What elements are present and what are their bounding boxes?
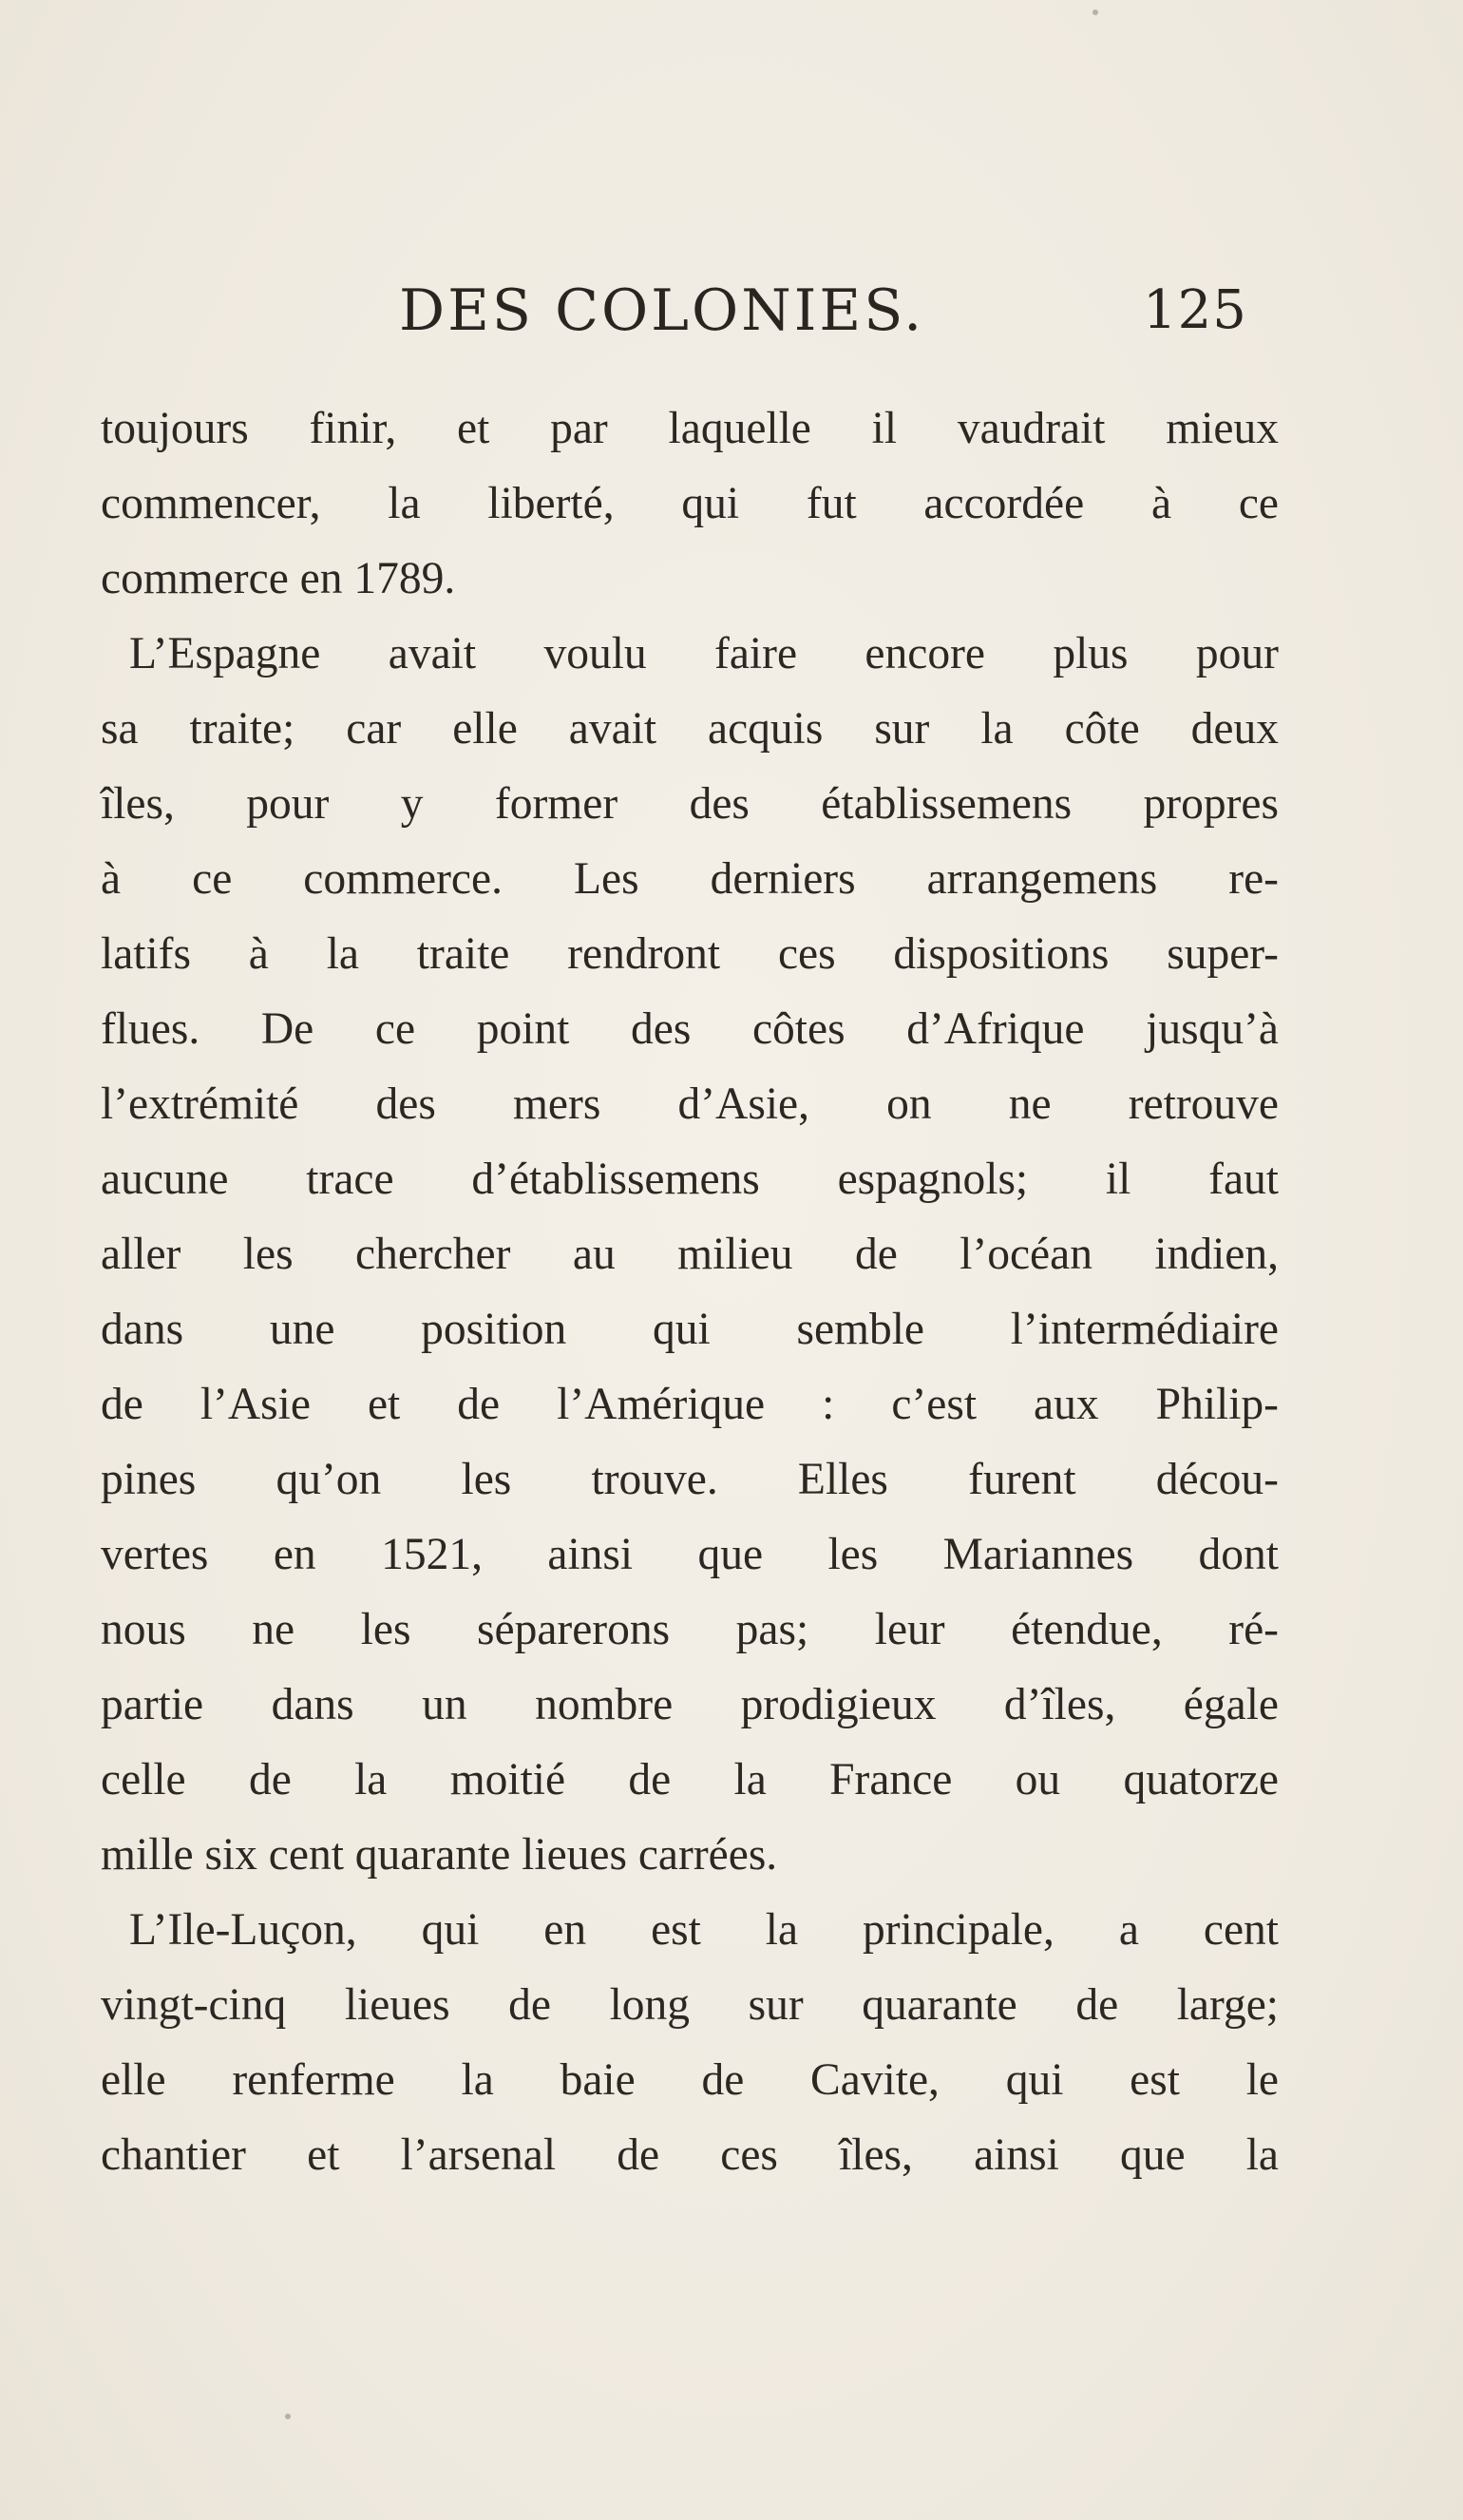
running-title: DES COLONIES. bbox=[399, 277, 925, 344]
text-line: L’Espagne avait voulu faire encore plus pour bbox=[129, 629, 1279, 678]
text-line: commerce en 1789. bbox=[101, 554, 456, 603]
text-line: nous ne les séparerons pas; leur étendue, ré- bbox=[101, 1605, 1279, 1654]
text-line: pines qu’on les trouve. Elles furent décou- bbox=[101, 1455, 1279, 1504]
text-line: partie dans un nombre prodigieux d’îles, égale bbox=[101, 1680, 1279, 1729]
text-line: sa traite; car elle avait acquis sur la côte deux bbox=[101, 704, 1279, 754]
body-text bbox=[101, 391, 1279, 2193]
page-number: 125 bbox=[1143, 279, 1247, 341]
text-line: îles, pour y former des établissemens propres bbox=[101, 779, 1279, 829]
text-line: flues. De ce point des côtes d’Afrique jusqu’à bbox=[101, 1004, 1279, 1054]
text-line: vertes en 1521, ainsi que les Mariannes dont bbox=[101, 1530, 1279, 1579]
text-line: mille six cent quarante lieues carrées. bbox=[101, 1830, 778, 1880]
text-line: dans une position qui semble l’intermédiaire bbox=[101, 1305, 1279, 1354]
paper-speck bbox=[1092, 10, 1098, 15]
text-line: latifs à la traite rendront ces dispositions super- bbox=[101, 929, 1279, 979]
text-line: l’extrémité des mers d’Asie, on ne retrouve bbox=[101, 1079, 1279, 1129]
text-line: commencer, la liberté, qui fut accordée à ce bbox=[101, 479, 1279, 528]
text-line: de l’Asie et de l’Amérique : c’est aux Philip- bbox=[101, 1380, 1279, 1429]
text-line: L’Ile-Luçon, qui en est la principale, a cent bbox=[129, 1905, 1279, 1955]
text-line: chantier et l’arsenal de ces îles, ainsi que la bbox=[101, 2130, 1279, 2180]
text-line: celle de la moitié de la France ou quatorze bbox=[101, 1755, 1279, 1804]
text-line: aucune trace d’établissemens espagnols; il faut bbox=[101, 1155, 1279, 1204]
text-line: toujours finir, et par laquelle il vaudrait mieux bbox=[101, 404, 1279, 453]
page-header bbox=[0, 268, 1463, 353]
text-line: à ce commerce. Les derniers arrangemens re- bbox=[101, 854, 1279, 904]
text-line: elle renferme la baie de Cavite, qui est le bbox=[101, 2055, 1279, 2105]
text-line: aller les chercher au milieu de l’océan indien, bbox=[101, 1230, 1279, 1279]
text-line: vingt-cinq lieues de long sur quarante de large; bbox=[101, 1980, 1279, 2030]
paper-speck bbox=[285, 2414, 291, 2419]
